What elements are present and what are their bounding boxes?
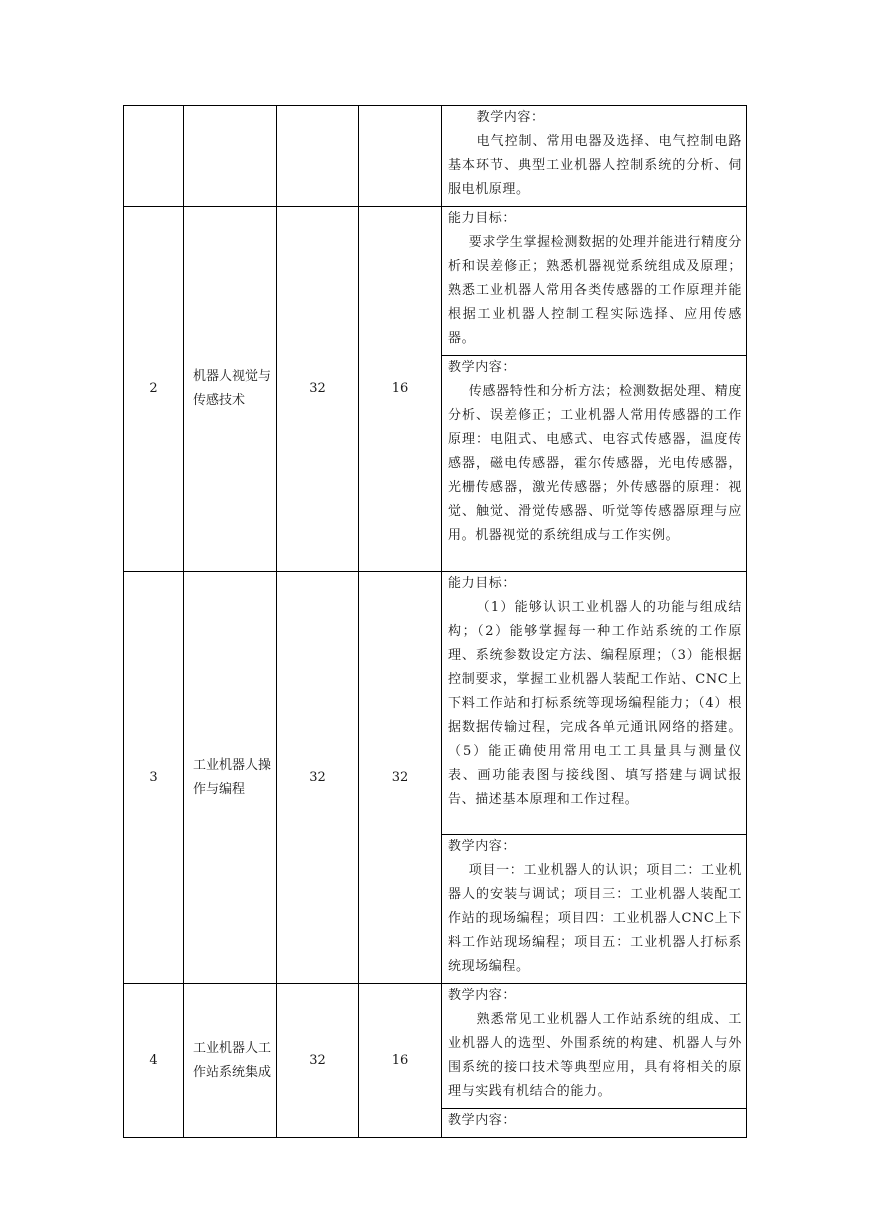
block-text: 要求学生掌握检测数据的处理并能进行精度分析和误差修正；熟悉机器视觉系统组成及原理；熟悉工业机器人常用各类传感器的工作原理并能根据工业机器人控制工程实际选择、应用传感器。 [448, 235, 742, 346]
table-row [124, 106, 747, 207]
course-name-cell: 工业机器人工作站系统集成 [184, 984, 277, 1138]
block-heading: 教学内容： [448, 1113, 517, 1128]
practice-hours-cell: 16 [359, 207, 442, 572]
course-number-cell: 2 [124, 207, 184, 572]
block-text: （1）能够认识工业机器人的功能与组成结构；（2）能够掌握每一种工作站系统的工作原理、系统参数设定方法、编程原理；（3）能根据控制要求，掌握工业机器人装配工作站、CNC上下料工作站和打标系统等现场编程能力；（4）根据数据传输过程，完成各单元通讯网络的搭建。（5）能正确使用常用电工工具量具与测量仪表、画功能表图与接线图、填写搭建与调试报告、描述基本原理和工作过程。 [448, 600, 742, 807]
table-row [124, 984, 747, 1109]
description-cell [442, 1109, 747, 1138]
practice-hours-cell [359, 106, 442, 207]
total-hours-cell [277, 106, 359, 207]
block-heading: 能力目标： [448, 211, 517, 226]
description-cell [442, 106, 747, 207]
practice-hours-cell: 32 [359, 572, 442, 984]
course-number-cell [124, 106, 184, 207]
course-number-cell: 4 [124, 984, 184, 1138]
total-hours-cell: 32 [277, 207, 359, 572]
practice-hours-cell: 16 [359, 984, 442, 1138]
total-hours-cell: 32 [277, 572, 359, 984]
total-hours-cell: 32 [277, 984, 359, 1138]
course-name-cell: 机器人视觉与传感技术 [184, 207, 277, 572]
block-text: 项目一：工业机器人的认识；项目二：工业机器人的安装与调试；项目三：工业机器人装配工作站的现场编程；项目四：工业机器人CNC上下料工作站现场编程；项目五：工业机器人打标系统现场编程。 [448, 863, 742, 974]
description-cell [442, 356, 747, 572]
block-text: 熟悉常见工业机器人工作站系统的组成、工业机器人的选型、外围系统的构建、机器人与外围系统的接口技术等典型应用，具有将相关的原理与实践有机结合的能力。 [448, 1012, 742, 1099]
table-row [124, 572, 747, 835]
block-heading: 教学内容： [448, 988, 517, 1003]
description-cell [442, 572, 747, 835]
course-name-cell: 工业机器人操作与编程 [184, 572, 277, 984]
block-heading: 教学内容： [476, 110, 545, 125]
course-number-cell: 3 [124, 572, 184, 984]
table-row [124, 207, 747, 356]
description-cell [442, 207, 747, 356]
course-table [123, 105, 747, 1138]
block-heading: 教学内容： [448, 839, 517, 854]
description-cell [442, 835, 747, 984]
course-name-cell [184, 106, 277, 207]
block-text: 电气控制、常用电器及选择、电气控制电路基本环节、典型工业机器人控制系统的分析、伺服电机原理。 [448, 134, 742, 197]
block-heading: 能力目标： [448, 576, 517, 591]
block-heading: 教学内容： [448, 360, 517, 375]
block-text: 传感器特性和分析方法；检测数据处理、精度分析、误差修正；工业机器人常用传感器的工作原理：电阻式、电感式、电容式传感器，温度传感器，磁电传感器，霍尔传感器，光电传感器，光栅传感器，激光传感器；外传感器的原理：视觉、触觉、滑觉传感器、听觉等传感器原理与应用。机器视觉的系统组成与工作实例。 [448, 384, 742, 543]
description-cell [442, 984, 747, 1109]
